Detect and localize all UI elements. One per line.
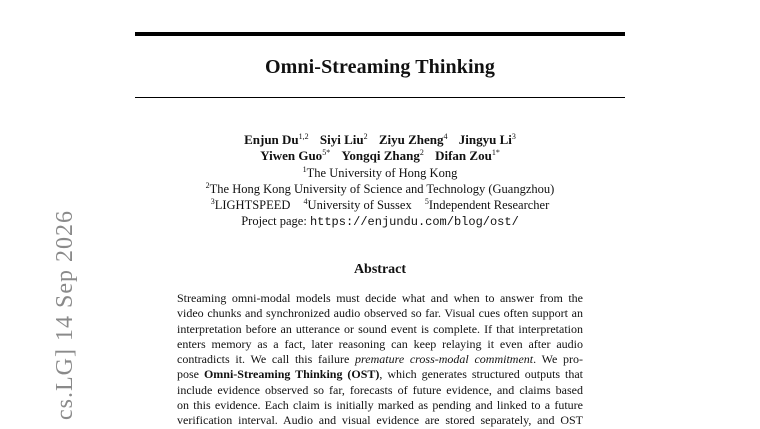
abstract-heading: Abstract [353,262,407,277]
author: Yongqi Zhang$^2$ [341,148,424,163]
project-page [135,213,625,230]
paper-title: Omni-Streaming Thinking [265,56,495,78]
affiliation-2: $^2$The Hong Kong University of Science and Technology (Guangzhou) [205,181,555,196]
abstract-line: on this evidence. Each claim is initially marked as pending and linked to a future [177,398,583,413]
title-top-rule [135,32,625,36]
author: Siyi Liu$^2$ [319,132,368,147]
abstract-line: enters memory as a fact, later reasoning can keep relaying it even after audio [177,336,583,351]
affiliation-3: $^3$LIGHTSPEED [210,197,291,212]
author-line-1 [135,132,625,148]
author: Enjun Du$^{1,2}$ [244,132,309,147]
author: Yiwen Guo$^{5*}$ [260,148,331,163]
affiliation-line-3 [135,197,625,213]
emphasis-term: premature cross-modal commitment [355,352,534,367]
affiliation-5: $^5$Independent Researcher [424,197,550,212]
author: Jingyu Li$^3$ [458,132,516,147]
author-line-2 [135,148,625,164]
project-page-link[interactable]: https://enjundu.com/blog/ost/ [309,215,519,229]
author: Difan Zou$^{1*}$ [435,148,500,163]
abstract-body [177,291,583,429]
arxiv-watermark: cs.LG] 14 Sep 2026 [52,210,78,420]
project-page-label: Project page: [241,214,307,228]
author: Ziyu Zheng$^4$ [378,132,448,147]
affiliation-1: $^1$The University of Hong Kong [302,165,458,180]
abstract-line: Streaming omni-modal models must decide what and when to answer from the [177,291,583,305]
abstract-line: verification interval. Audio and visual evidence are stored separately, and OST [177,413,583,428]
method-name: Omni-Streaming Thinking (OST) [203,367,380,382]
affiliation-4: $^4$University of Sussex [303,197,412,212]
abstract-line: include evidence observed so far, forecasts of future evidence, and claims based [177,382,583,397]
abstract-line: contradicts it. We call this failure premature cross-modal commitment. We pro- [177,352,584,367]
title-bottom-rule [135,97,625,98]
abstract-line: interpretation before an utterance or sound event is complete. If that interpretation [177,321,583,336]
abstract-line: video chunks and synchronized audio observed so far. Visual cues often support an [177,306,583,321]
abstract-line: pose Omni-Streaming Thinking (OST), which generates structured outputs that [177,367,583,382]
